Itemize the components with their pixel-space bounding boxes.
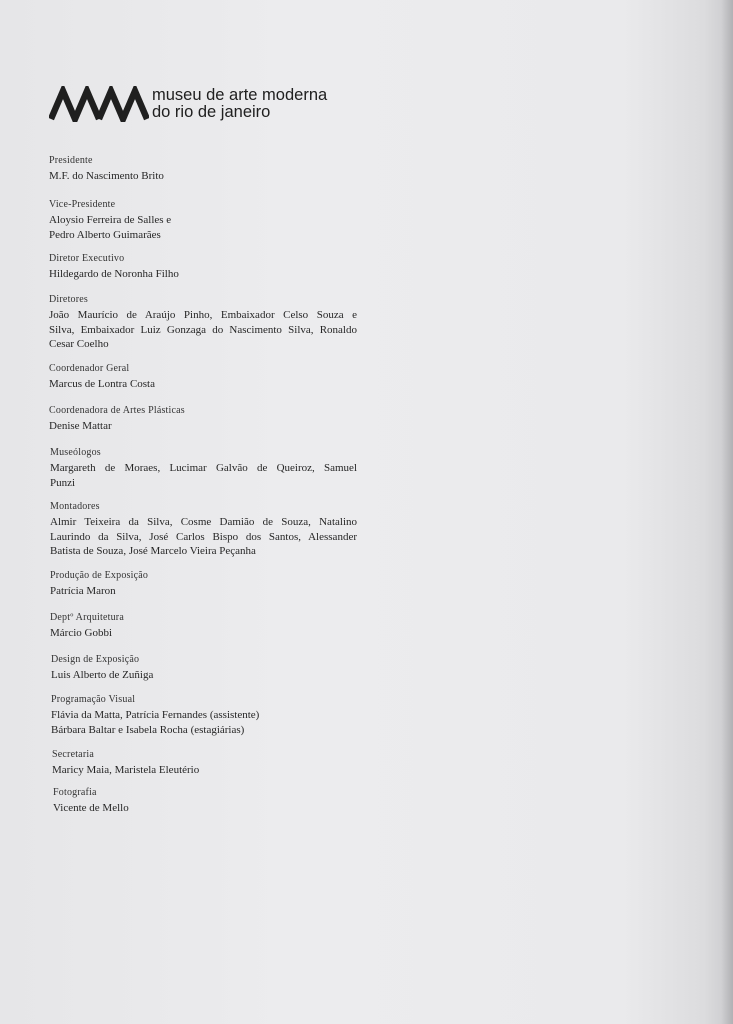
section-producao-exposicao — [50, 570, 368, 599]
role-names — [51, 708, 369, 737]
section-diretores — [49, 294, 357, 352]
name-line: Patrícia Maron — [50, 585, 116, 597]
section-programacao-visual — [51, 694, 369, 737]
name-line: Maricy Maia, Maristela Eleutério — [52, 764, 200, 776]
name-line: Punzi — [50, 476, 76, 489]
section-secretaria — [52, 749, 370, 778]
role-names — [52, 763, 370, 778]
name-line: Bárbara Baltar e Isabela Rocha (estagiárias) — [51, 723, 245, 736]
section-coordenador-geral — [49, 363, 367, 392]
name-line: Almir Teixeira da Silva, Cosme Damião de Souza, Natalino — [50, 516, 357, 528]
role-names — [49, 419, 367, 434]
section-museologos — [50, 447, 357, 490]
role-names — [49, 213, 367, 242]
role-label: Diretor Executivo — [49, 253, 125, 264]
role-names — [49, 267, 367, 282]
name-line: Aloysio Ferreira de Salles e — [49, 214, 172, 226]
role-label: Produção de Exposição — [50, 570, 149, 581]
name-line: Margareth de Moraes, Lucimar Galvão de Queiroz, Samuel — [50, 462, 357, 474]
section-coordenadora-artes — [49, 405, 367, 434]
role-label: Presidente — [49, 155, 93, 166]
name-line: Vicente de Mello — [53, 802, 129, 814]
role-label: Vice-Presidente — [49, 199, 116, 210]
role-label: Coordenadora de Artes Plásticas — [49, 405, 185, 416]
role-label: Secretaria — [52, 749, 94, 760]
museum-name-line1: museu de arte moderna — [152, 86, 328, 104]
name-line: Luis Alberto de Zuñiga — [51, 669, 154, 681]
role-names — [50, 626, 368, 641]
name-line: Márcio Gobbi — [50, 627, 113, 639]
section-fotografia — [53, 787, 371, 816]
role-label: Design de Exposição — [51, 654, 140, 665]
section-design-exposicao — [51, 654, 369, 683]
name-line: Flávia da Matta, Patrícia Fernandes (assistente) — [51, 709, 260, 721]
role-label: Deptº Arquitetura — [50, 612, 124, 623]
role-names — [49, 169, 367, 184]
role-names — [50, 515, 357, 559]
role-label: Museólogos — [50, 447, 101, 458]
name-line: Hildegardo de Noronha Filho — [49, 268, 179, 280]
role-label: Montadores — [50, 501, 100, 512]
role-names — [49, 308, 357, 352]
role-names — [53, 801, 371, 816]
name-line: M.F. do Nascimento Brito — [49, 170, 164, 182]
name-line: Cesar Coelho — [49, 338, 109, 350]
name-line: Laurindo da Silva, José Carlos Bispo dos Santos, Alessander — [50, 530, 357, 543]
name-line: Silva, Embaixador Luiz Gonzaga do Nascimento Silva, Ronaldo — [49, 323, 357, 336]
role-names — [51, 668, 369, 683]
museum-name-line2: do rio de janeiro — [152, 103, 271, 121]
role-label: Fotografia — [53, 787, 97, 798]
role-names — [50, 584, 368, 599]
section-montadores — [50, 501, 357, 559]
role-label: Coordenador Geral — [49, 363, 130, 374]
name-line: Batista de Souza, José Marcelo Vieira Peçanha — [50, 545, 256, 557]
section-vice-presidente — [49, 199, 367, 242]
name-line: Denise Mattar — [49, 420, 112, 432]
role-label: Programação Visual — [51, 694, 136, 705]
section-presidente — [49, 155, 367, 184]
section-diretor-executivo — [49, 253, 367, 282]
role-names — [50, 461, 357, 490]
role-label: Diretores — [49, 294, 89, 305]
name-line: Pedro Alberto Guimarães — [49, 228, 161, 241]
role-names — [49, 377, 367, 392]
name-line: Marcus de Lontra Costa — [49, 378, 155, 390]
name-line: João Maurício de Araújo Pinho, Embaixador Celso Souza e — [49, 309, 357, 321]
section-dept-arquitetura — [50, 612, 368, 641]
